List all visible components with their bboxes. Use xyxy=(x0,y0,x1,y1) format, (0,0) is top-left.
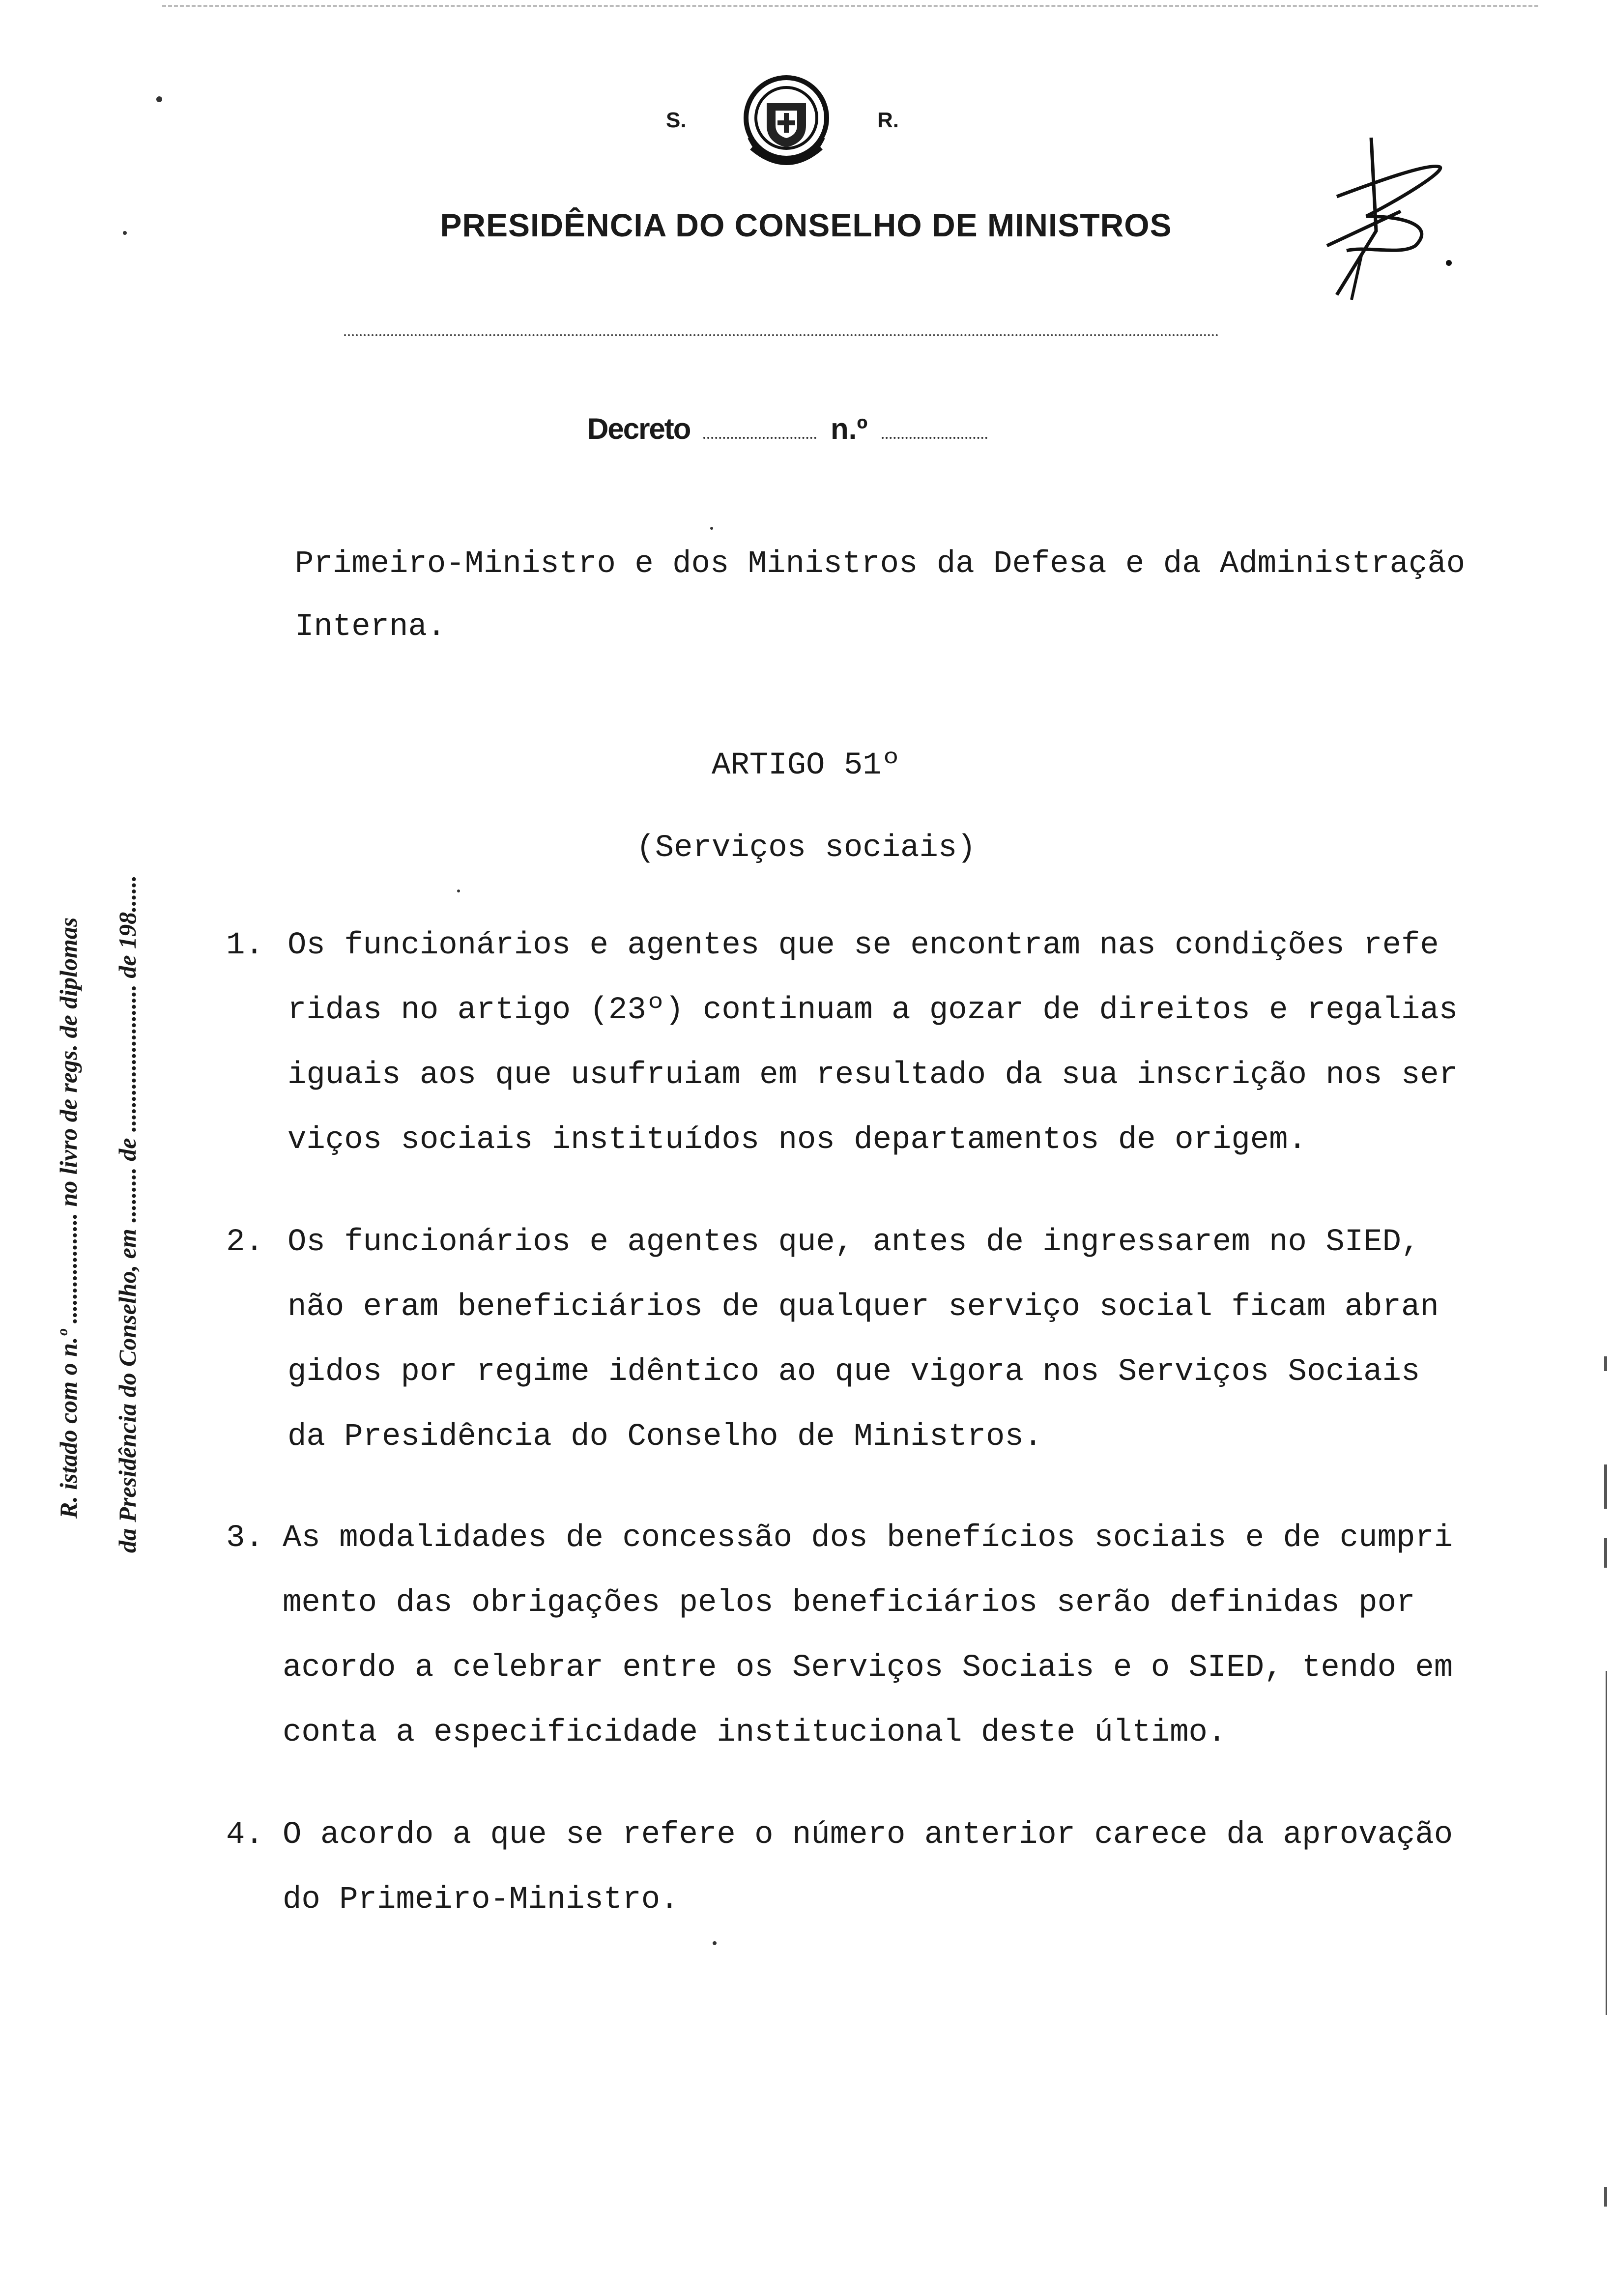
decree-line xyxy=(587,412,816,446)
signature-initials xyxy=(1317,133,1455,310)
page-title: PRESIDÊNCIA DO CONSELHO DE MINISTROS xyxy=(440,207,1172,243)
paragraph-number: 3. xyxy=(226,1521,264,1556)
paragraph-line: da Presidência do Conselho de Ministros. xyxy=(288,1419,1043,1455)
paragraph-line: acordo a celebrar entre os Serviços Sociais e o SIED, tendo em xyxy=(283,1650,1453,1686)
scan-speck xyxy=(457,890,460,892)
decree-date-blank xyxy=(703,430,816,439)
paragraph-line: gidos por regime idêntico ao que vigora nos Serviços Sociais xyxy=(288,1354,1420,1390)
paragraph-line: As modalidades de concessão dos benefícios sociais e de cumpri xyxy=(283,1521,1453,1556)
intro-line: Primeiro-Ministro e dos Ministros da Defesa e da Administração xyxy=(295,546,1466,582)
number-blank xyxy=(882,430,987,439)
edge-scan-mark xyxy=(1604,1356,1607,1371)
coat-of-arms-icon xyxy=(737,74,835,172)
edge-scan-mark xyxy=(1604,1538,1607,1568)
paragraph-line: Os funcionários e agentes que, antes de ingressarem no SIED, xyxy=(288,1225,1420,1260)
number-line xyxy=(831,412,987,446)
paragraph-number: 2. xyxy=(226,1225,264,1260)
scan-speck xyxy=(156,96,162,102)
paragraph-line: ridas no artigo (23º) continuam a gozar de direitos e regalias xyxy=(288,993,1458,1028)
paragraph-line: Os funcionários e agentes que se encontram nas condições refe xyxy=(288,928,1439,963)
scan-speck xyxy=(710,527,713,530)
paragraph-line: não eram beneficiários de qualquer serviço social ficam abran xyxy=(288,1290,1439,1325)
paragraph-line: iguais aos que usufruiam em resultado da sua inscrição nos ser xyxy=(288,1058,1458,1093)
number-label: n.º xyxy=(831,412,868,445)
header-divider xyxy=(344,334,1219,336)
paragraph-number: 4. xyxy=(226,1817,264,1853)
edge-scan-mark xyxy=(1606,1671,1607,2015)
paragraph-line: viços sociais instituídos nos departamentos de origem. xyxy=(288,1122,1307,1158)
header-letter-s: S. xyxy=(666,108,687,132)
article-subtitle: (Serviços sociais) xyxy=(636,831,976,866)
paragraph-number: 1. xyxy=(226,928,264,963)
scan-speck xyxy=(713,1941,717,1945)
paragraph-line: conta a especificidade institucional deste último. xyxy=(283,1715,1227,1751)
margin-date-note: da Presidência do Conselho, em ......... de ........................ de 198...... xyxy=(114,875,141,1553)
paragraph-line: O acordo a que se refere o número anterior carece da aprovação xyxy=(283,1817,1453,1853)
edge-scan-mark xyxy=(1604,2187,1607,2207)
intro-line: Interna. xyxy=(295,609,446,645)
paragraph-line: mento das obrigações pelos beneficiários serão definidas por xyxy=(283,1585,1415,1621)
article-title: ARTIGO 51º xyxy=(711,748,901,783)
decree-label: Decreto xyxy=(587,412,691,445)
margin-registry-note: R. istado com o n.º .................. no livro de regs. de diplomas xyxy=(55,917,82,1519)
top-scan-line xyxy=(162,5,1538,7)
header-letter-r: R. xyxy=(877,108,899,132)
edge-scan-mark xyxy=(1604,1464,1607,1509)
paragraph-line: do Primeiro-Ministro. xyxy=(283,1882,679,1918)
